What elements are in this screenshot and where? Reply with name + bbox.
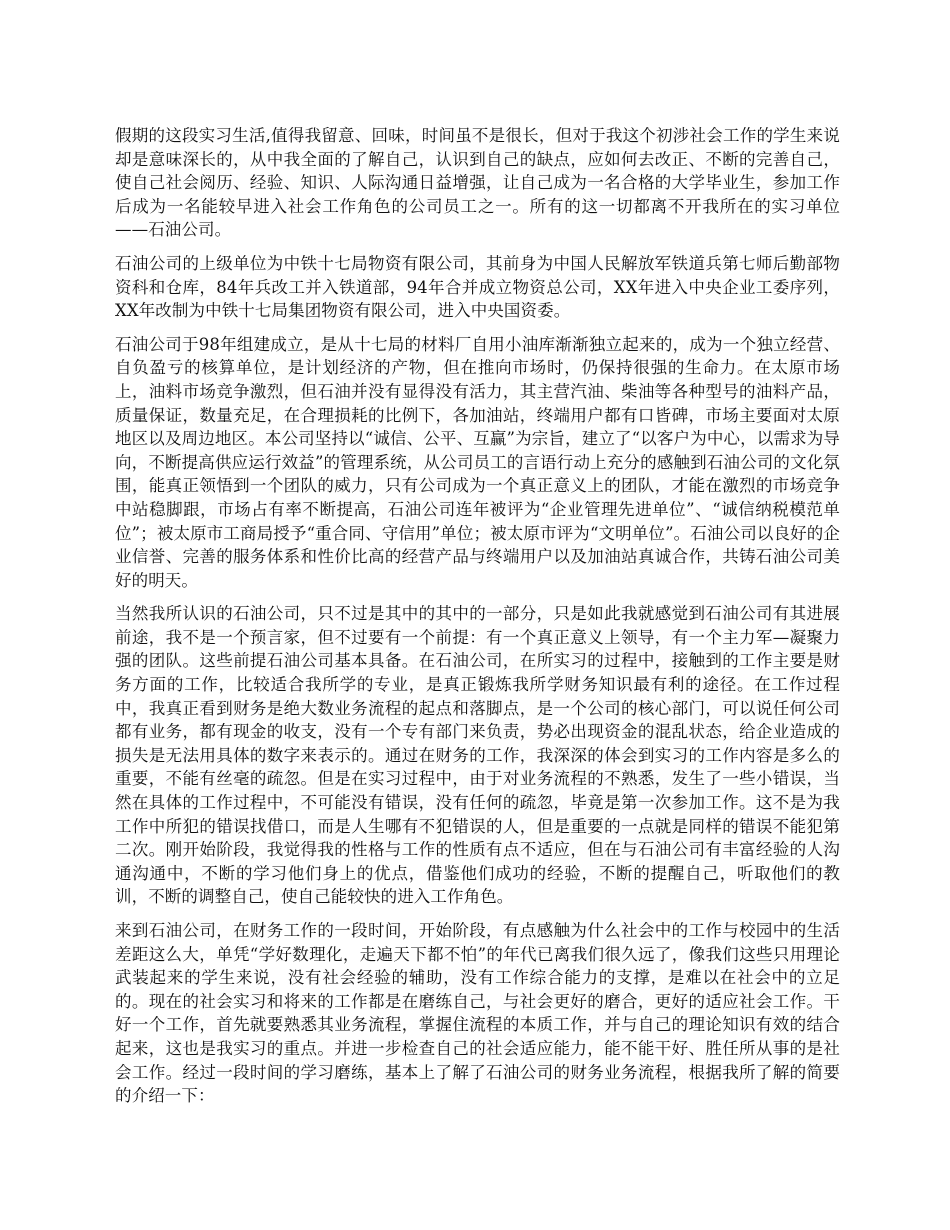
paragraph-company-background: 石油公司的上级单位为中铁十七局物资有限公司，其前身为中国人民解放军铁道兵第七师后勤部物资科和仓库，84年兵改工并入铁道部，94年合并成立物资总公司，XX年进入中央企业工委序列，XX年改制为中铁十七局集团物资有限公司，进入中央国资委。 <box>115 253 840 321</box>
paragraph-workflow-intro: 来到石油公司，在财务工作的一段时间，开始阶段，有点感触为什么社会中的工作与校园中的生活差距这么大，单凭“学好数理化，走遍天下都不怕”的年代已离我们很久远了，像我们这些只用理论武装起来的学生来说，没有社会经验的辅助，没有工作综合能力的支撑，是难以在社会中的立足的。现在的社会实习和将来的工作都是在磨练自己，与社会更好的磨合，更好的适应社会工作。干好一个工作，首先就要熟悉其业务流程，掌握住流程的本质工作，并与自己的理论知识有效的结合起来，这也是我实习的重点。并进一步检查自己的社会适应能力，能不能干好、胜任所从事的是社会工作。经过一段时间的学习磨练，基本上了解了石油公司的财务业务流程，根据我所了解的简要的介绍一下： <box>115 921 840 1106</box>
paragraph-intro: 假期的这段实习生活,值得我留意、回味，时间虽不是很长，但对于我这个初涉社会工作的学生来说却是意味深长的，从中我全面的了解自己，认识到自己的缺点，应如何去改正、不断的完善自己，使自己社会阅历、经验、知识、人际沟通日益增强，让自己成为一名合格的大学毕业生，参加工作后成为一名能较早进入社会工作角色的公司员工之一。所有的这一切都离不开我所在的实习单位——石油公司。 <box>115 126 840 240</box>
paragraph-company-overview: 石油公司于98年组建成立，是从十七局的材料厂自用小油库渐渐独立起来的，成为一个独立经营、自负盈亏的核算单位，是计划经济的产物，但在推向市场时，仍保持很强的生命力。在太原市场上，油料市场竞争激烈，但石油并没有显得没有活力，其主营汽油、柴油等各种型号的油料产品，质量保证，数量充足，在合理损耗的比例下，各加油站，终端用户都有口皆碑，市场主要面对太原地区以及周边地区。本公司坚持以“诚信、公平、互赢”为宗旨，建立了“以客户为中心，以需求为导向，不断提高供应运行效益”的管理系统，从公司员工的言语行动上充分的感触到石油公司的文化氛围，能真正领悟到一个团队的威力，只有公司成为一个真正意义上的团队，才能在激烈的市场竞争中站稳脚跟，市场占有率不断提高，石油公司连年被评为“企业管理先进单位”、“诚信纳税模范单位”；被太原市工商局授予“重合同、守信用”单位；被太原市评为“文明单位”。石油公司以良好的企业信誉、完善的服务体系和性价比高的经营产品与终端用户以及加油站真诚合作，共铸石油公司美好的明天。 <box>115 334 840 590</box>
document-body <box>115 124 840 1118</box>
paragraph-finance-experience: 当然我所认识的石油公司，只不过是其中的其中的一部分，只是如此我就感觉到石油公司有其进展前途，我不是一个预言家，但不过要有一个前提：有一个真正意义上领导，有一个主力军—凝聚力强的团队。这些前提石油公司基本具备。在石油公司，在所实习的过程中，接触到的工作主要是财务方面的工作，比较适合我所学的专业，是真正锻炼我所学财务知识最有利的途径。在工作过程中，我真正看到财务是绝大数业务流程的起点和落脚点，是一个公司的核心部门，可以说任何公司都有业务，都有现金的收支，没有一个专有部门来负责，势必出现资金的混乱状态，给企业造成的损失是无法用具体的数字来表示的。通过在财务的工作，我深深的体会到实习的工作内容是多么的重要，不能有丝毫的疏忽。但是在实习过程中，由于对业务流程的不熟悉，发生了一些小错误，当然在具体的工作过程中，不可能没有错误，没有任何的疏忽，毕竟是第一次参加工作。这不是为我工作中所犯的错误找借口，而是人生哪有不犯错误的人，但是重要的一点就是同样的错误不能犯第二次。刚开始阶段，我觉得我的性格与工作的性质有点不适应，但在与石油公司有丰富经验的人沟通沟通中，不断的学习他们身上的优点，借鉴他们成功的经验，不断的提醒自己，听取他们的教训，不断的调整自己，使自己能较快的进入工作角色。 <box>115 604 840 907</box>
